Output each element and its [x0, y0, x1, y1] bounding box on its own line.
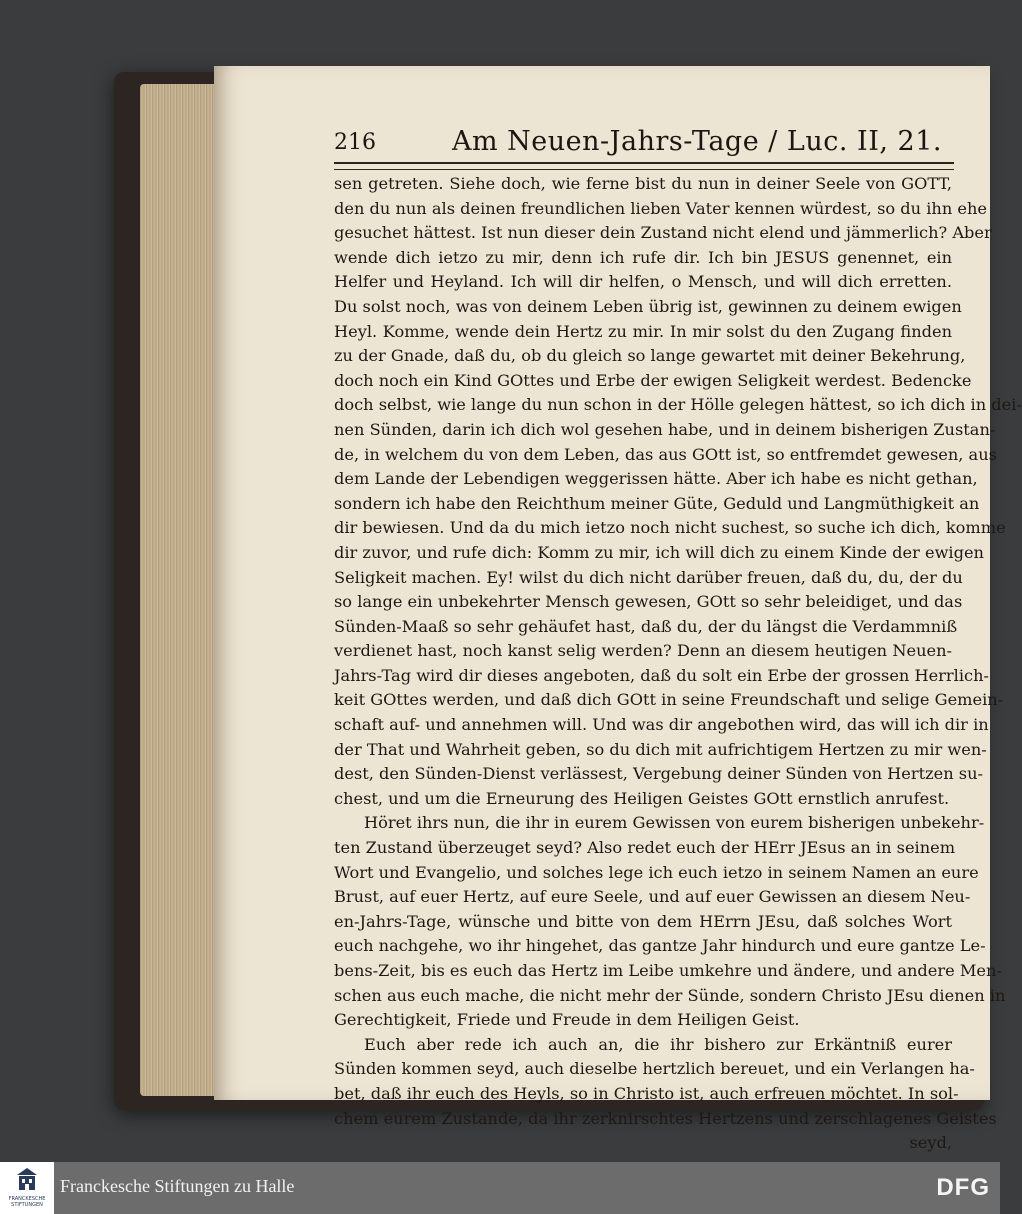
text-line: en-Jahrs-Tage, wünsche und bitte von dem HErrn JEsu, daß solches Wort	[334, 911, 952, 931]
text-line: Euch aber rede ich auch an, die ihr bishero zur Erkäntniß eurer	[364, 1034, 952, 1054]
text-line: Brust, auf euer Hertz, auf eure Seele, und auf euer Gewissen an diesem Neu-	[334, 887, 971, 907]
text-line: dir bewiesen. Und da du mich ietzo noch nicht suchest, so suche ich dich, komme	[334, 518, 1006, 538]
text-line: sondern ich habe den Reichthum meiner Güte, Geduld und Langmüthigkeit an	[334, 493, 980, 513]
text-line: Jahrs-Tag wird dir dieses angeboten, daß du solt ein Erbe der grossen Herrlich-	[334, 665, 989, 685]
text-line: Sünden kommen seyd, auch dieselbe hertzlich bereuet, und ein Verlangen ha-	[334, 1059, 975, 1079]
running-head	[334, 124, 974, 164]
institution-name[interactable]: Franckesche Stiftungen zu Halle	[60, 1176, 295, 1196]
footer-bar	[0, 1162, 1000, 1214]
text-line: schen aus euch mache, die nicht mehr der Sünde, sondern Christo JEsu dienen in	[334, 985, 1006, 1005]
text-line: Wort und Evangelio, und solches lege ich euch ietzo in seinem Namen an eure	[334, 862, 979, 882]
text-line: so lange ein unbekehrter Mensch gewesen, GOtt so sehr beleidiget, und das	[334, 592, 963, 612]
text-line: Höret ihrs nun, die ihr in eurem Gewissen von eurem bisherigen unbekehr-	[364, 813, 985, 833]
page-edges	[140, 84, 218, 1096]
header-rule	[334, 162, 954, 170]
text-line: der That und Wahrheit geben, so du dich mit aufrichtigem Hertzen zu mir wen-	[334, 739, 987, 759]
text-line: ten Zustand überzeuget seyd? Also redet euch der HErr JEsus an in seinem	[334, 838, 956, 858]
text-line: Seligkeit machen. Ey! wilst du dich nicht darüber freuen, daß du, du, der du	[334, 567, 963, 587]
page-text	[334, 172, 1022, 1156]
text-line: dest, den Sünden-Dienst verlässest, Vergebung deiner Sünden von Hertzen su-	[334, 764, 983, 784]
text-line: dir zuvor, und rufe dich: Komm zu mir, ich will dich zu einem Kinde der ewigen	[334, 542, 984, 562]
text-line: euch nachgehe, wo ihr hingehet, das gantze Jahr hindurch und eure gantze Le-	[334, 936, 986, 956]
text-line: gesuchet hättest. Ist nun dieser dein Zustand nicht elend und jämmerlich? Aber	[334, 223, 992, 243]
text-line: de, in welchem du von dem Leben, das aus GOtt ist, so entfremdet gewesen, aus	[334, 444, 997, 464]
running-title: Am Neuen-Jahrs-Tage / Luc. II, 21.	[452, 126, 942, 157]
text-line: Du solst noch, was von deinem Leben übrig ist, gewinnen zu deinem ewigen	[334, 296, 962, 316]
text-line: sen getreten. Siehe doch, wie ferne bist du nun in deiner Seele von GOTT,	[334, 174, 952, 193]
text-line: keit GOttes werden, und daß dich GOtt in seine Freundschaft und selige Gemein-	[334, 690, 1004, 710]
text-line: dem Lande der Lebendigen weggerissen hätte. Aber ich habe es nicht gethan,	[334, 469, 978, 489]
text-line: Gerechtigkeit, Friede und Freude in dem Heiligen Geist.	[334, 1010, 800, 1030]
text-line: doch noch ein Kind GOttes und Erbe der ewigen Seligkeit werdest. Bedencke	[334, 370, 972, 390]
building-icon	[16, 1168, 38, 1192]
logo-text: FRANCKESCHE STIFTUNGEN	[8, 1196, 46, 1208]
text-line: bens-Zeit, bis es euch das Hertz im Leibe umkehre und ändere, und andere Men-	[334, 961, 1002, 980]
text-line: chem eurem Zustande, da ihr zerknirschtes Hertzens und zerschlagenes Geistes	[334, 1108, 997, 1128]
text-line: den du nun als deinen freundlichen lieben Vater kennen würdest, so du ihn ehe	[334, 198, 987, 218]
text-line: chest, und um die Erneurung des Heiligen Geistes GOtt ernstlich anrufest.	[334, 788, 950, 808]
text-line: Heyl. Komme, wende dein Hertz zu mir. In mir solst du den Zugang finden	[334, 321, 952, 341]
dfg-logo[interactable]: DFG	[936, 1174, 990, 1201]
franckesche-stiftungen-logo[interactable]	[0, 1162, 54, 1214]
page-number: 216	[334, 130, 376, 155]
text-line: Sünden-Maaß so sehr gehäufet hast, daß du, der du längst die Verdammniß	[334, 616, 958, 636]
text-line: zu der Gnade, daß du, ob du gleich so lange gewartet mit deiner Bekehrung,	[334, 346, 966, 366]
text-line: seyd,	[909, 1133, 952, 1153]
text-line: doch selbst, wie lange du nun schon in der Hölle gelegen hättest, so ich dich in dei-	[334, 395, 1022, 415]
text-line: verdienet hast, noch kanst selig werden? Denn an diesem heutigen Neuen-	[334, 641, 952, 661]
text-line: Helfer und Heyland. Ich will dir helfen, o Mensch, und will dich erretten.	[334, 272, 952, 292]
text-line: schaft auf- und annehmen will. Und was dir angebothen wird, das will ich dir in	[334, 715, 989, 735]
text-line: wende dich ietzo zu mir, denn ich rufe dir. Ich bin JESUS genennet, ein	[334, 247, 952, 267]
text-line: bet, daß ihr euch des Heyls, so in Christo ist, auch erfreuen möchtet. In sol-	[334, 1083, 959, 1103]
text-line: nen Sünden, darin ich dich wol gesehen habe, und in deinem bisherigen Zustan-	[334, 419, 996, 439]
book-page	[214, 66, 1022, 1153]
